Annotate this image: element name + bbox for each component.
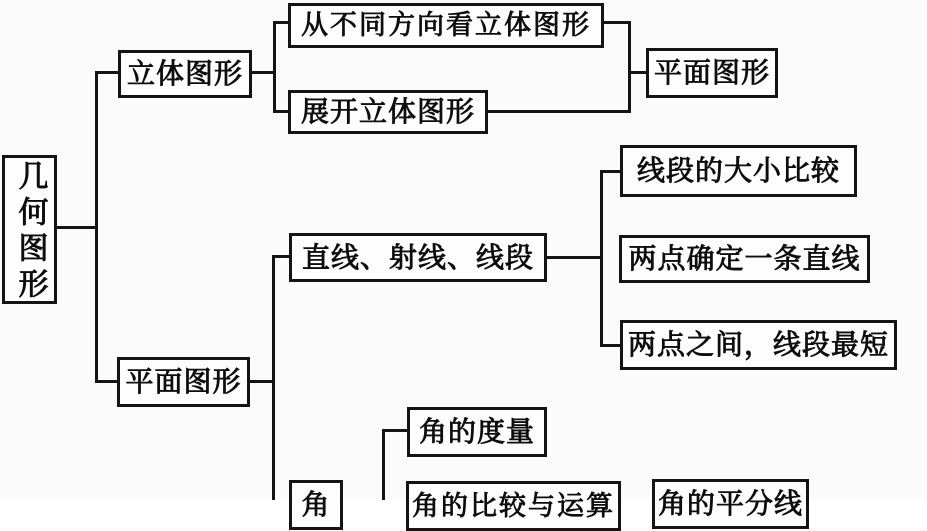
- node-geometric-figures: 几何图形: [2, 155, 57, 304]
- connector-unfold-out: [488, 110, 631, 113]
- connector-to-plane: [95, 380, 117, 383]
- connector-to-view: [273, 21, 288, 24]
- connector-plane-vertical: [272, 255, 275, 500]
- connector-angle-vertical: [382, 429, 385, 500]
- connector-to-solid: [95, 71, 118, 74]
- node-solid-figures: 立体图形: [118, 50, 252, 98]
- node-line-ray-segment: 直线、射线、线段: [289, 233, 547, 282]
- node-angle-comparison-operations: 角的比较与运算: [406, 481, 621, 531]
- node-two-points-shortest-segment: 两点之间，线段最短: [620, 320, 897, 370]
- connector-to-angle-measure: [382, 429, 407, 432]
- connector-root-trunk: [57, 226, 96, 229]
- connector-lines-vertical: [600, 170, 603, 347]
- node-unfold-solid-figures: 展开立体图形: [288, 90, 488, 134]
- connector-lines-trunk: [547, 256, 603, 259]
- node-angle-measurement: 角的度量: [407, 407, 547, 457]
- connector-to-seg-compare: [600, 170, 620, 173]
- node-segment-size-comparison: 线段的大小比较: [620, 145, 857, 197]
- connector-to-unfold: [273, 110, 288, 113]
- connector-solid-vertical: [273, 21, 276, 113]
- connector-view-out: [604, 21, 631, 24]
- node-two-points-determine-line: 两点确定一条直线: [619, 235, 870, 283]
- node-view-solid-from-different-directions: 从不同方向看立体图形: [288, 3, 604, 48]
- node-plane-figures-result: 平面图形: [646, 48, 778, 98]
- node-angle-bisector: 角的平分线: [652, 479, 809, 529]
- node-plane-figures: 平面图形: [117, 357, 250, 407]
- connector-merge-vertical: [628, 21, 631, 113]
- connector-to-shortest: [600, 344, 620, 347]
- connector-to-plane-result: [628, 71, 646, 74]
- node-angle: 角: [289, 480, 343, 530]
- connector-to-lines: [272, 255, 289, 258]
- connector-root-vertical: [95, 71, 98, 383]
